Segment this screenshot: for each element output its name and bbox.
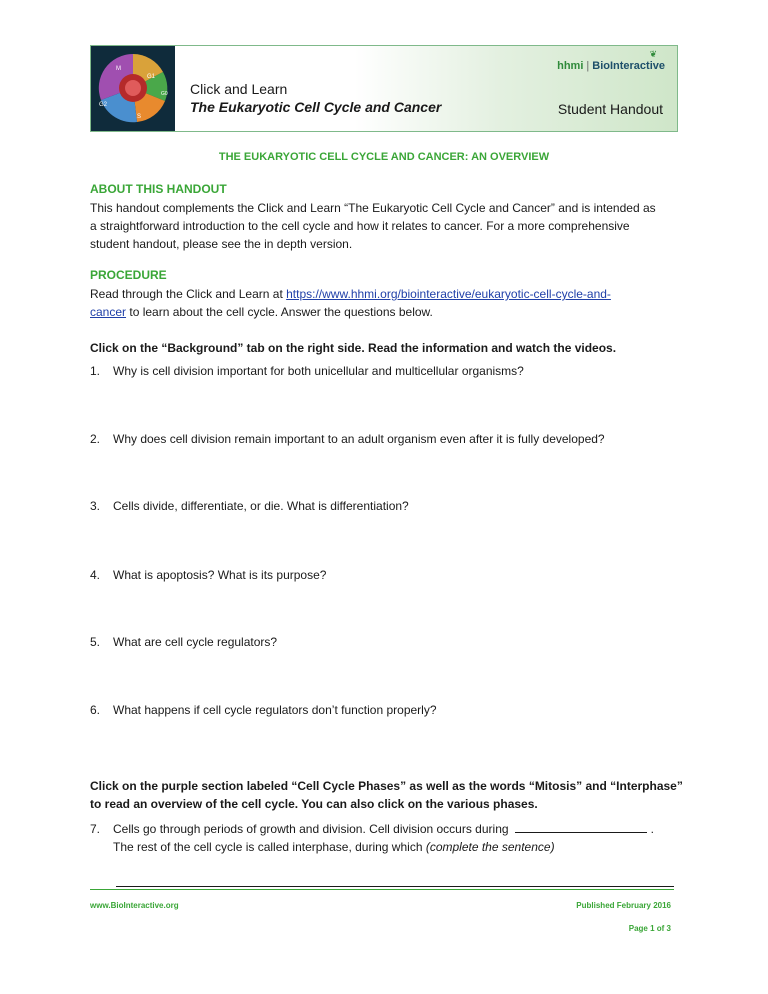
instruction-line-1: Click on the purple section labeled “Cell Cycle Phases” as well as the words “Mitosis” and “Interphase” xyxy=(90,779,683,793)
logo-label-s: S xyxy=(137,114,142,120)
header-banner xyxy=(90,45,678,132)
instruction-line-2: to read an overview of the cell cycle. You can also click on the various phases. xyxy=(90,797,538,811)
question-text-line2: The rest of the cell cycle is called interphase, during which xyxy=(113,840,426,854)
cell-cycle-diagram-icon xyxy=(91,46,175,131)
procedure-suffix: to learn about the cell cycle. Answer the questions below. xyxy=(126,305,433,319)
cell-cycle-logo xyxy=(91,46,175,131)
about-line-2: a straightforward introduction to the cell cycle and how it relates to cancer. For a more comprehensive xyxy=(90,219,630,233)
question-number: 3. xyxy=(90,499,101,513)
answer-blank[interactable] xyxy=(515,820,647,833)
question-text: Why does cell division remain important to an adult organism even after it is fully developed? xyxy=(113,432,605,446)
procedure-prefix: Read through the Click and Learn at xyxy=(90,287,287,301)
question-4 xyxy=(90,566,680,584)
question-text: What are cell cycle regulators? xyxy=(113,635,278,649)
hhmi-biointeractive-brand xyxy=(557,60,665,72)
logo-label-g1: G1 xyxy=(147,74,156,80)
footer-divider xyxy=(90,889,674,890)
cell-cycle-phases-instruction xyxy=(90,777,690,813)
about-heading: ABOUT THIS HANDOUT xyxy=(90,182,227,196)
page-title: THE EUKARYOTIC CELL CYCLE AND CANCER: AN OVERVIEW xyxy=(218,151,550,163)
procedure-paragraph xyxy=(90,285,682,321)
question-text: What is apoptosis? What is its purpose? xyxy=(113,568,327,582)
footer-answer-line xyxy=(116,886,674,887)
brand-separator: | xyxy=(586,60,590,72)
question-text: Cells go through periods of growth and division. Cell division occurs during xyxy=(113,822,509,836)
brand-hhmi: hhmi xyxy=(557,60,584,72)
footer-published-date: Published February 2016 xyxy=(576,901,671,910)
question-number: 4. xyxy=(90,568,101,582)
about-paragraph xyxy=(90,199,682,253)
hhmi-url-link-part1[interactable]: https://www.hhmi.org/biointeractive/eukaryotic-cell-cycle-and- xyxy=(286,287,611,301)
question-number: 6. xyxy=(90,703,101,717)
question-3 xyxy=(90,497,680,515)
background-instruction: Click on the “Background” tab on the right side. Read the information and watch the videos. xyxy=(90,341,617,355)
question-number: 7. xyxy=(90,822,101,836)
question-text: Cells divide, differentiate, or die. What is differentiation? xyxy=(113,499,409,513)
header-title: The Eukaryotic Cell Cycle and Cancer xyxy=(190,99,442,115)
question-6 xyxy=(90,701,680,719)
question-period: . xyxy=(650,822,654,836)
student-handout-label: Student Handout xyxy=(557,101,663,117)
question-2 xyxy=(90,430,680,448)
brand-name: BioInteractive xyxy=(592,60,665,72)
question-text: What happens if cell cycle regulators don’t function properly? xyxy=(113,703,437,717)
logo-label-g0: G0 xyxy=(161,91,168,97)
question-number: 2. xyxy=(90,432,101,446)
question-hint: (complete the sentence) xyxy=(425,840,555,854)
about-line-1: This handout complements the Click and Learn “The Eukaryotic Cell Cycle and Cancer” and is intended as xyxy=(90,201,656,215)
question-5 xyxy=(90,633,680,651)
leaf-icon: ❦ xyxy=(649,49,657,59)
procedure-heading: PROCEDURE xyxy=(90,268,167,282)
footer-website: www.BioInteractive.org xyxy=(90,901,179,910)
question-7 xyxy=(90,820,680,856)
hhmi-url-link-part2[interactable]: cancer xyxy=(90,305,127,319)
logo-label-m: M xyxy=(116,66,121,72)
about-line-3: student handout, please see the in depth version. xyxy=(90,237,353,251)
question-number: 5. xyxy=(90,635,101,649)
question-number: 1. xyxy=(90,364,101,378)
question-text: Why is cell division important for both unicellular and multicellular organisms? xyxy=(113,364,524,378)
header-subtitle: Click and Learn xyxy=(190,81,288,97)
footer-page-number: Page 1 of 3 xyxy=(628,924,671,933)
logo-label-g2: G2 xyxy=(99,102,108,108)
question-1 xyxy=(90,362,680,380)
